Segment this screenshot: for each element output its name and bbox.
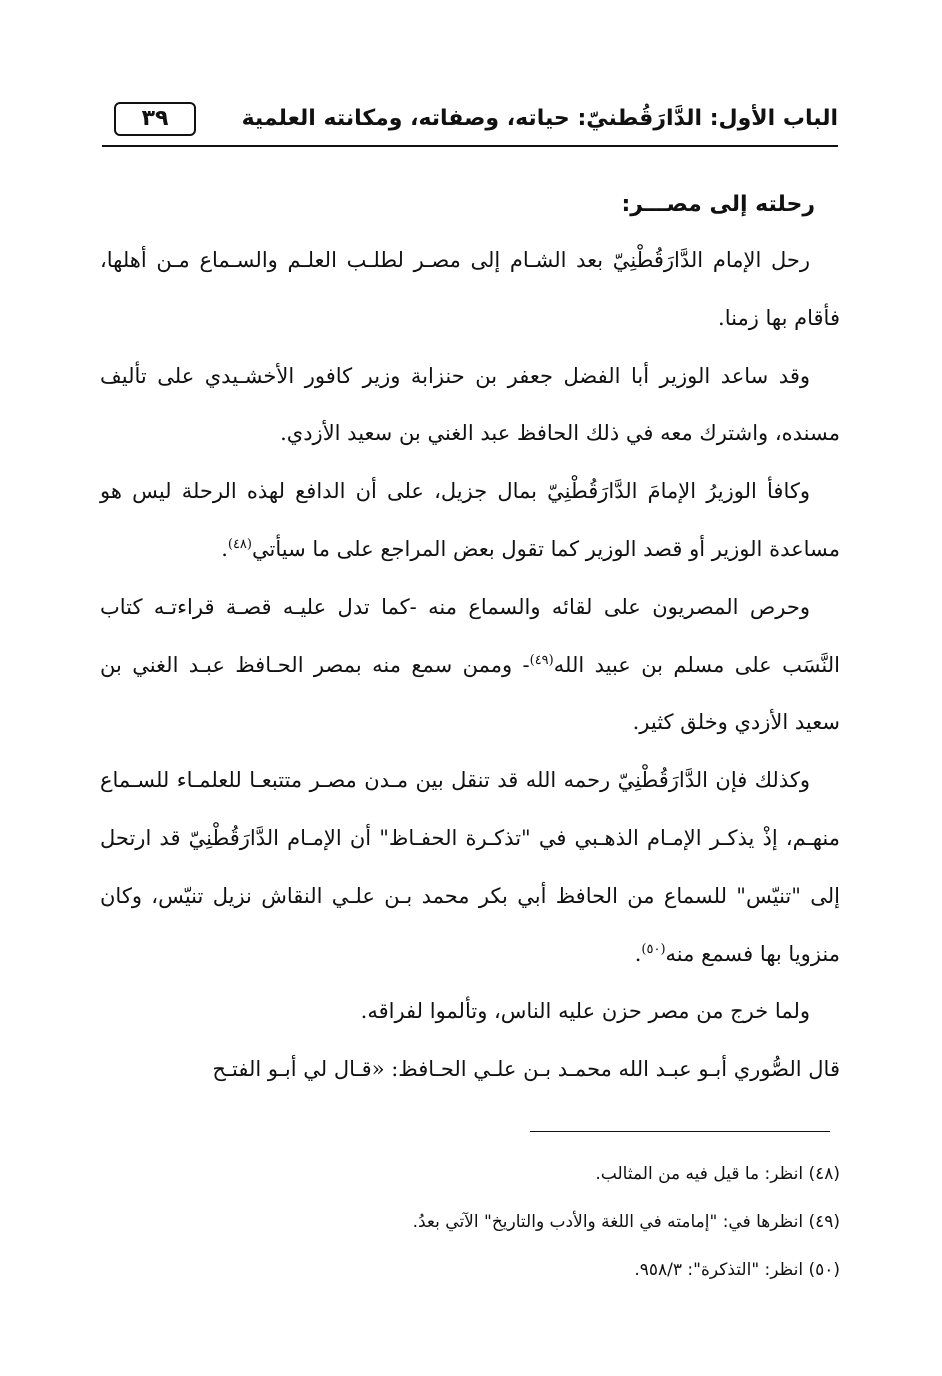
paragraph <box>100 463 840 579</box>
paragraph-text-tail: - وممن سمع منه بمصر الحـافظ عبـد الغني بن سعيد الأزدي وخلق كثير. <box>100 652 840 735</box>
paragraph-text: وحرص المصريون على لقائه والسماع منه -كما تدل عليـه قصـة قراءتـه كتاب النَّسَب على مسلم بن عبيد الله <box>100 594 840 677</box>
page-number: ٣٩ <box>114 102 196 136</box>
paragraph <box>100 579 840 752</box>
chapter-title: الباب الأول: الدَّارَقُطنيّ: حياته، وصفاته، ومكانته العلمية <box>241 106 838 131</box>
paragraph <box>100 232 840 348</box>
footnote-divider <box>530 1131 830 1132</box>
paragraph-text-tail: . <box>221 536 228 561</box>
paragraph <box>100 348 840 464</box>
footnote-ref: (٤٩) <box>529 652 554 668</box>
paragraph-text: ولما خرج من مصر حزن عليه الناس، وتألموا لفراقه. <box>360 999 810 1024</box>
paragraph-text: وكذلك فإن الدَّارَقُطْنِيّ رحمه الله قد تنقل بين مـدن مصـر متتبعـا للعلمـاء للسـماع منهـم، إذْ يذكـر الإمـام الذهـبي في "تذكـرة الحفـاظ" أن الإمـام الدَّارَقُطْنِيّ قد ارتحل إلى "تنيّس" للسماع من الحافظ أبي بكر محمد بـن علـي النقاش نزيل تنيّس، وكان منزويا بها فسمع منه <box>100 768 840 966</box>
paragraph-text: قال الصُّوري أبـو عبـد الله محمـد بـن علـي الحـافظ: «قـال لي أبـو الفتـح <box>212 1057 840 1082</box>
running-header <box>102 100 838 146</box>
section-heading: رحلته إلى مصـــر: <box>621 192 815 217</box>
paragraph <box>100 1041 840 1099</box>
paragraph-text: وقد ساعد الوزير أبا الفضل جعفر بن حنزابة وزير كافور الأخشـيدي على تأليف مسنده، واشترك معه في ذلك الحافظ عبد الغني بن سعيد الأزدي. <box>100 363 840 446</box>
paragraph-text: وكافأ الوزيرُ الإمامَ الدَّارَقُطْنِيّ بمال جزيل، على أن الدافع لهذه الرحلة ليس هو مساعدة الوزير أو قصد الوزير كما تقول بعض المراجع على ما سيأتي <box>100 479 840 561</box>
footnote: (٤٩) انظرها في: "إمامته في اللغة والأدب والتاريخ" الآتي بعدُ. <box>412 1212 840 1232</box>
body-text <box>100 178 840 1099</box>
footnote-ref: (٤٨) <box>227 536 252 552</box>
paragraph-text-tail: . <box>634 941 642 966</box>
header-divider <box>102 145 838 147</box>
footnotes <box>100 1150 840 1294</box>
footnote: (٥٠) انظر: "التذكرة": ٩٥٨/٣. <box>634 1260 840 1280</box>
paragraph <box>100 983 840 1041</box>
paragraph <box>100 752 840 983</box>
paragraph-text: رحل الإمام الدَّارَقُطْنِيّ بعد الشـام إلى مصـر لطلـب العلـم والسـماع مـن أهلها، فأقام بها زمنا. <box>100 248 840 330</box>
footnote-ref: (٥٠) <box>641 941 666 957</box>
footnote: (٤٨) انظر: ما قيل فيه من المثالب. <box>595 1164 840 1184</box>
